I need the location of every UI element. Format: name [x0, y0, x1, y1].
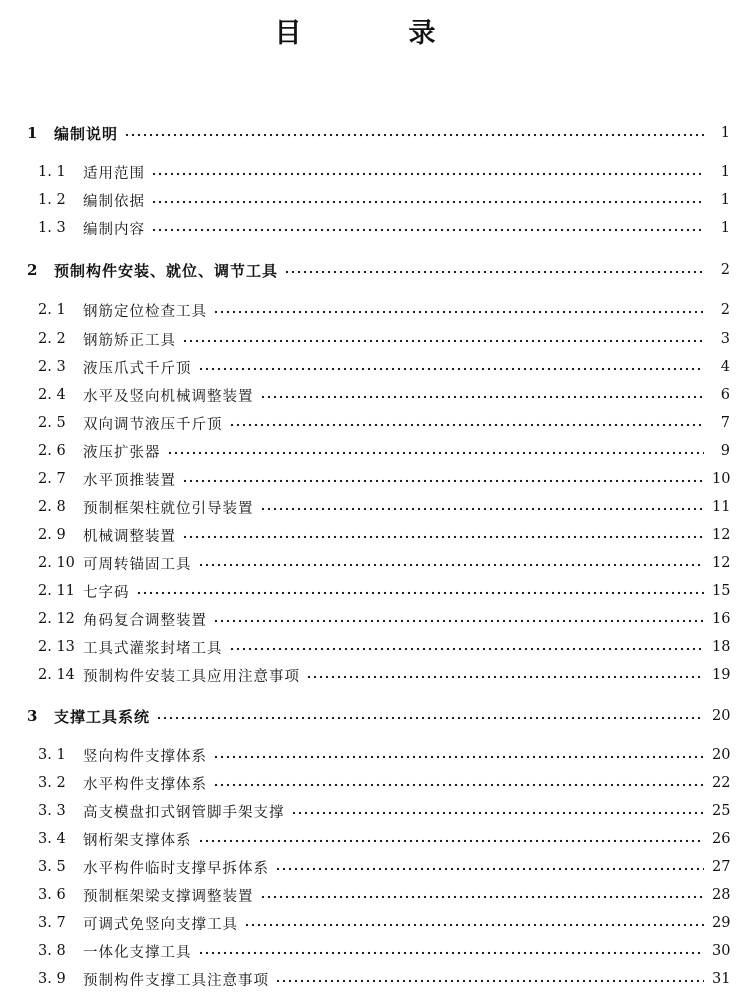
toc-section-entry[interactable]: [0, 523, 750, 547]
dot-leader: [136, 591, 705, 595]
toc-section-entry[interactable]: [0, 439, 750, 463]
entry-page-number: 1: [720, 164, 730, 180]
entry-number: 1. 3: [38, 220, 66, 236]
dot-leader: [284, 270, 704, 274]
toc-section-entry[interactable]: [0, 743, 750, 767]
toc-section-entry[interactable]: [0, 607, 750, 631]
entry-number: 2. 12: [38, 611, 75, 627]
toc-section-entry[interactable]: [0, 551, 750, 575]
toc-section-entry[interactable]: [0, 911, 750, 935]
entry-title: 双向调节液压千斤顶: [83, 416, 223, 433]
entry-number: 3. 1: [38, 747, 66, 763]
entry-number: 3. 5: [38, 859, 66, 875]
entry-number: 3. 3: [38, 803, 66, 819]
entry-title: 可周转锚固工具: [83, 556, 192, 573]
entry-number: 3. 2: [38, 775, 66, 791]
entry-page-number: 30: [712, 943, 731, 959]
entry-title: 液压扩张器: [83, 444, 161, 461]
entry-page-number: 11: [712, 499, 731, 515]
entry-title: 预制构件安装工具应用注意事项: [83, 668, 300, 685]
toc-section-entry[interactable]: [0, 827, 750, 851]
toc-section-entry[interactable]: [0, 799, 750, 823]
dot-leader: [260, 507, 705, 511]
toc-section-entry[interactable]: [0, 771, 750, 795]
entry-title: 液压爪式千斤顶: [83, 360, 192, 377]
entry-title: 预制框架柱就位引导装置: [83, 500, 254, 517]
dot-leader: [229, 423, 705, 427]
entry-number: 3. 9: [38, 971, 66, 987]
toc-section-entry[interactable]: [0, 160, 750, 184]
entry-title: 钢筋矫正工具: [83, 332, 176, 349]
entry-page-number: 7: [720, 415, 730, 431]
entry-page-number: 16: [712, 611, 731, 627]
entry-page-number: 2: [720, 262, 730, 278]
entry-title: 可调式免竖向支撑工具: [83, 916, 238, 933]
entry-page-number: 20: [712, 747, 731, 763]
dot-leader: [198, 563, 705, 567]
entry-title: 编制依据: [83, 193, 145, 210]
entry-title: 七字码: [83, 584, 130, 601]
entry-title: 工具式灌浆封堵工具: [83, 640, 223, 657]
dot-leader: [198, 951, 705, 955]
dot-leader: [182, 479, 704, 483]
entry-page-number: 12: [712, 527, 731, 543]
toc-section-entry[interactable]: [0, 188, 750, 212]
dot-leader: [124, 133, 704, 137]
dot-leader: [260, 895, 705, 899]
toc-section-entry[interactable]: [0, 855, 750, 879]
entry-page-number: 15: [712, 583, 731, 599]
entry-title: 高支模盘扣式钢管脚手架支撑: [83, 804, 285, 821]
dot-leader: [213, 619, 704, 623]
toc-section-entry[interactable]: [0, 579, 750, 603]
entry-number: 2. 11: [38, 583, 75, 599]
entry-page-number: 12: [712, 555, 731, 571]
entry-number: 2. 6: [38, 443, 66, 459]
entry-number: 2. 3: [38, 359, 66, 375]
entry-page-number: 25: [712, 803, 731, 819]
entry-page-number: 10: [712, 471, 731, 487]
entry-page-number: 28: [712, 887, 731, 903]
entry-number: 3. 8: [38, 943, 66, 959]
dot-leader: [229, 647, 705, 651]
dot-leader: [198, 367, 705, 371]
entry-title: 预制框架梁支撑调整装置: [83, 888, 254, 905]
toc-section-entry[interactable]: [0, 495, 750, 519]
entry-title: 支撑工具系统: [54, 707, 151, 726]
toc-section-entry[interactable]: [0, 216, 750, 240]
entry-number: 3. 6: [38, 887, 66, 903]
entry-number: 2. 2: [38, 331, 66, 347]
toc-section-entry[interactable]: [0, 467, 750, 491]
entry-title: 机械调整装置: [83, 528, 176, 545]
dot-leader: [156, 716, 704, 720]
entry-number: 3. 4: [38, 831, 66, 847]
entry-page-number: 20: [712, 708, 731, 724]
entry-page-number: 27: [712, 859, 731, 875]
entry-title: 钢筋定位检查工具: [83, 303, 207, 320]
entry-page-number: 4: [720, 359, 730, 375]
dot-leader: [213, 755, 704, 759]
dot-leader: [213, 310, 704, 314]
entry-page-number: 1: [720, 220, 730, 236]
entry-title: 水平构件临时支撑早拆体系: [83, 860, 269, 877]
dot-leader: [151, 228, 704, 232]
dot-leader: [198, 839, 705, 843]
entry-page-number: 26: [712, 831, 731, 847]
entry-number: 2. 9: [38, 527, 66, 543]
entry-title: 竖向构件支撑体系: [83, 748, 207, 765]
entry-title: 预制构件安装、就位、调节工具: [54, 261, 279, 280]
toc-section-entry[interactable]: [0, 635, 750, 659]
entry-title: 适用范围: [83, 165, 145, 182]
toc-section-entry[interactable]: [0, 411, 750, 435]
toc-section-entry[interactable]: [0, 967, 750, 991]
entry-page-number: 3: [720, 331, 730, 347]
entry-title: 预制构件支撑工具注意事项: [83, 972, 269, 989]
dot-leader: [167, 451, 705, 455]
toc-section-entry[interactable]: [0, 939, 750, 963]
entry-page-number: 2: [720, 302, 730, 318]
entry-title: 角码复合调整装置: [83, 612, 207, 629]
dot-leader: [275, 979, 704, 983]
entry-page-number: 31: [712, 971, 731, 987]
entry-number: 3. 7: [38, 915, 66, 931]
entry-title: 编制内容: [83, 221, 145, 238]
entry-number: 1: [27, 124, 38, 142]
entry-page-number: 22: [712, 775, 731, 791]
entry-page-number: 6: [720, 387, 730, 403]
entry-title: 水平构件支撑体系: [83, 776, 207, 793]
entry-number: 2. 5: [38, 415, 66, 431]
toc-section-entry[interactable]: [0, 298, 750, 322]
entry-number: 2: [27, 261, 38, 279]
toc-section-entry[interactable]: [0, 355, 750, 379]
page-title: 目 录: [274, 18, 476, 49]
toc-chapter-entry[interactable]: [0, 258, 750, 282]
entry-number: 2. 14: [38, 667, 75, 683]
dot-leader: [260, 395, 705, 399]
entry-number: 2. 4: [38, 387, 66, 403]
entry-number: 1. 2: [38, 192, 66, 208]
entry-number: 2. 7: [38, 471, 66, 487]
dot-leader: [213, 783, 704, 787]
entry-title: 水平及竖向机械调整装置: [83, 388, 254, 405]
toc-section-entry[interactable]: [0, 663, 750, 687]
entry-title: 一体化支撑工具: [83, 944, 192, 961]
dot-leader: [291, 811, 705, 815]
entry-title: 钢桁架支撑体系: [83, 832, 192, 849]
entry-page-number: 1: [720, 192, 730, 208]
entry-page-number: 18: [712, 639, 731, 655]
toc-section-entry[interactable]: [0, 383, 750, 407]
dot-leader: [151, 200, 704, 204]
entry-page-number: 1: [720, 125, 730, 141]
toc-section-entry[interactable]: [0, 327, 750, 351]
entry-title: 编制说明: [54, 124, 119, 143]
dot-leader: [244, 923, 704, 927]
entry-page-number: 9: [720, 443, 730, 459]
dot-leader: [275, 867, 704, 871]
entry-number: 2. 8: [38, 499, 66, 515]
entry-number: 2. 1: [38, 302, 66, 318]
entry-number: 2. 13: [38, 639, 75, 655]
toc-section-entry[interactable]: [0, 883, 750, 907]
dot-leader: [182, 535, 704, 539]
entry-page-number: 19: [712, 667, 731, 683]
toc-chapter-entry[interactable]: [0, 121, 750, 145]
dot-leader: [182, 339, 704, 343]
entry-number: 3: [27, 707, 38, 725]
entry-page-number: 29: [712, 915, 731, 931]
toc-chapter-entry[interactable]: [0, 704, 750, 728]
dot-leader: [151, 172, 704, 176]
dot-leader: [306, 675, 704, 679]
entry-title: 水平顶推装置: [83, 472, 176, 489]
entry-number: 2. 10: [38, 555, 75, 571]
entry-number: 1. 1: [38, 164, 66, 180]
